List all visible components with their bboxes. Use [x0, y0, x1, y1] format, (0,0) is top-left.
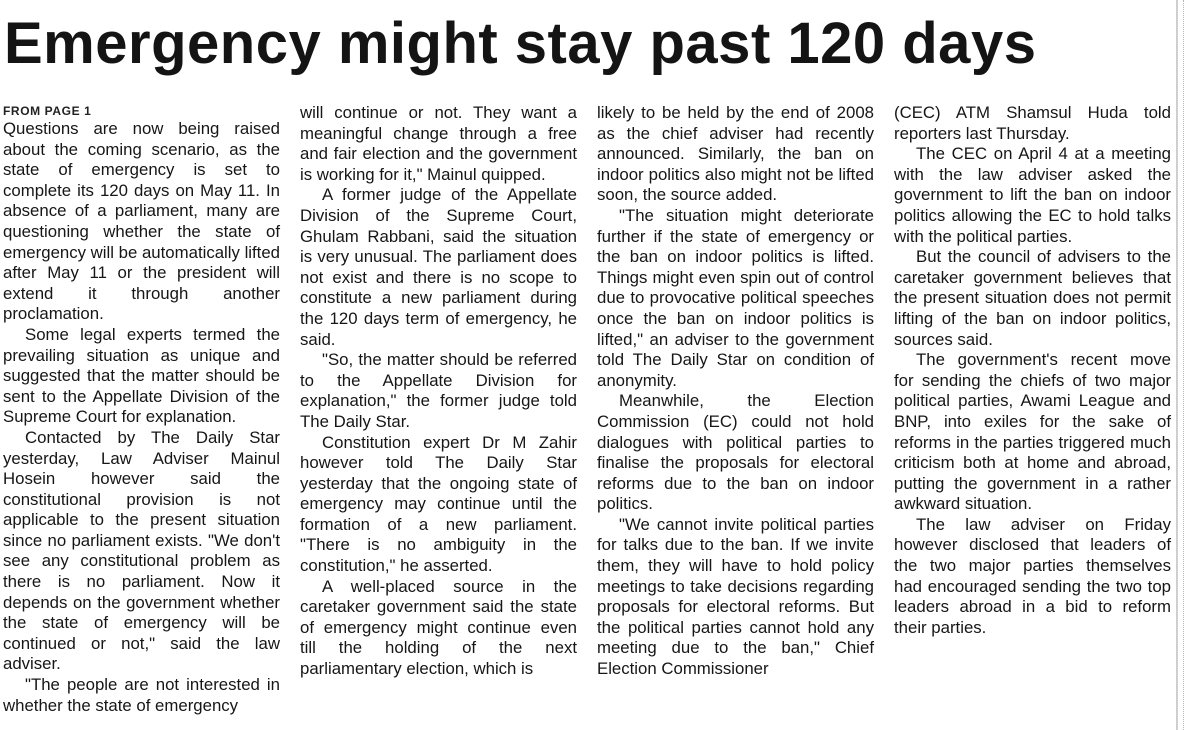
article-body — [3, 103, 1171, 713]
paragraph: The CEC on April 4 at a meeting with the law adviser asked the government to lift the ban on indoor politics allowing the EC to hold talks with the political parties. — [894, 144, 1171, 246]
paragraph: Contacted by The Daily Star yesterday, Law Adviser Mainul Hosein however said the constitutional provision is not applicable to the present situation since no parliament exists. "We don't see any constitutional problem as there is no parliament. Now it depends on the government whether the state of emergency will be continued or not," said the law adviser. — [3, 427, 280, 674]
paragraph: will continue or not. They want a meaningful change through a free and fair election and the government is working for it," Mainul quipped. — [300, 103, 577, 184]
column-3 — [597, 103, 874, 713]
paragraph: "We cannot invite political parties for talks due to the ban. If we invite them, they will have to hold policy meetings to take decisions regarding proposals for electoral reforms. But the political parties cannot hold any meeting due to the ban," Chief Election Commissioner — [597, 514, 874, 679]
paragraph: The government's recent move for sending the chiefs of two major political parties, Awami League and BNP, into exiles for the sake of reforms in the parties triggered much criticism both at home and abroad, putting the government in a rather awkward situation. — [894, 350, 1171, 514]
paragraph: A former judge of the Appellate Division of the Supreme Court, Ghulam Rabbani, said the situation is very unusual. The parliament does not exist and there is no scope to constitute a new parliament during the 120 days term of emergency, he said. — [300, 185, 577, 349]
paragraph: Some legal experts termed the prevailing situation as unique and suggested that the matter should be sent to the Appellate Division of the Supreme Court for explanation. — [3, 324, 280, 427]
paragraph: "So, the matter should be referred to the Appellate Division for explanation," the former judge told The Daily Star. — [300, 350, 577, 431]
paragraph: likely to be held by the end of 2008 as the chief adviser had recently announced. Similarly, the ban on indoor politics also might not be lifted soon, the source added. — [597, 103, 874, 205]
paragraph: "The people are not interested in whether the state of emergency — [3, 675, 280, 715]
paragraph: Constitution expert Dr M Zahir however told The Daily Star yesterday that the ongoing state of emergency may continue until the formation of a new parliament. "There is no ambiguity in the constitution," he asserted. — [300, 432, 577, 576]
paragraph: Meanwhile, the Election Commission (EC) could not hold dialogues with political parties to finalise the proposals for electoral reforms due to the ban on indoor politics. — [597, 391, 874, 514]
headline: Emergency might stay past 120 days — [4, 11, 1037, 76]
page-edge-dotted-rule — [1183, 0, 1185, 730]
paragraph: Questions are now being raised about the coming scenario, as the state of emergency is set to complete its 120 days on May 11. In absence of a parliament, many are questioning whether the state of emergency will be automatically lifted after May 11 or the president will extend it through another proclamation. — [3, 119, 281, 324]
column-4 — [894, 103, 1171, 713]
page-edge-rule — [1176, 0, 1178, 730]
paragraph: "The situation might deteriorate further if the state of emergency or the ban on indoor politics is lifted. Things might even spin out of control due to provocative political speeches once the ban on indoor politics is lifted," an adviser to the government told The Daily Star on condition of anonymity. — [597, 205, 874, 390]
paragraph: The law adviser on Friday however disclosed that leaders of the two major parties themselves had encouraged sending the two top leaders abroad in a bid to reform their parties. — [894, 514, 1171, 637]
paragraph: (CEC) ATM Shamsul Huda told reporters last Thursday. — [894, 103, 1171, 143]
paragraph: But the council of advisers to the caretaker government believes that the present situation does not permit lifting of the ban on indoor politics, sources said. — [894, 247, 1171, 349]
paragraph: A well-placed source in the caretaker government said the state of emergency might continue even till the holding of the next parliamentary election, which is — [300, 576, 577, 679]
column-1 — [3, 103, 280, 713]
kicker-from-page-1: FROM PAGE 1 — [3, 104, 92, 118]
column-2 — [300, 103, 577, 713]
